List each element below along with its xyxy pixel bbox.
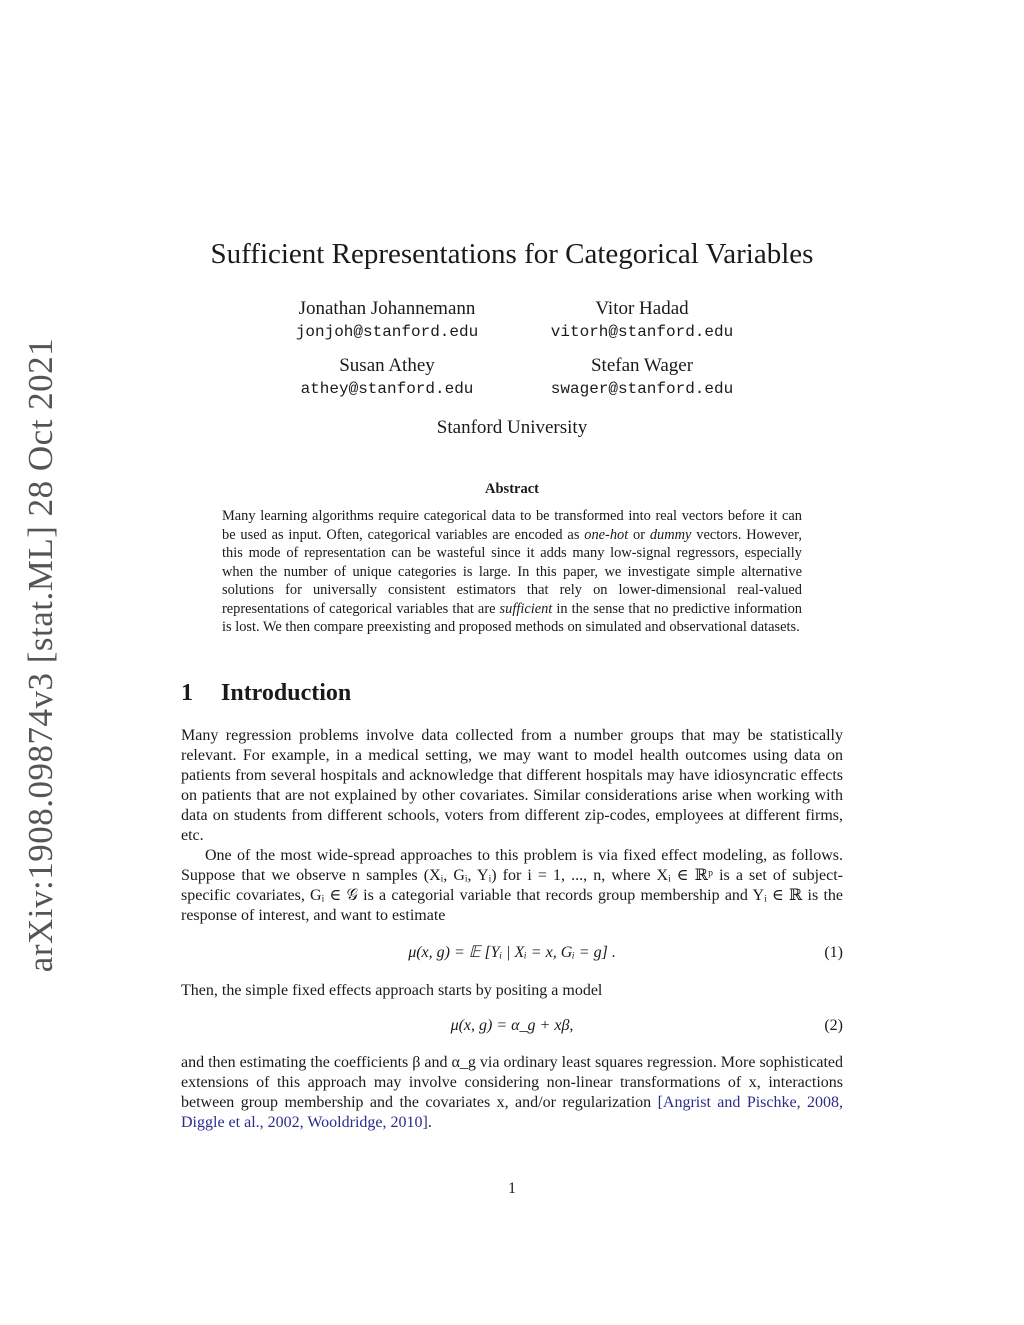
author-email[interactable]: swager@stanford.edu — [550, 380, 734, 398]
section-title: Introduction — [221, 680, 352, 706]
equation-expression: μ(x, g) = α_g + xβ, — [450, 1017, 574, 1034]
section-number: 1 — [181, 680, 193, 706]
affiliation: Stanford University — [436, 417, 588, 438]
page-number: 1 — [508, 1180, 516, 1197]
equation-number: (1) — [824, 944, 843, 961]
paper-title: Sufficient Representations for Categorical Variables — [210, 238, 814, 270]
author-name: Stefan Wager — [590, 355, 694, 376]
equation-number: (2) — [824, 1017, 843, 1034]
author-name: Jonathan Johannemann — [298, 298, 476, 319]
equation-expression: μ(x, g) = 𝔼 [Yᵢ | Xᵢ = x, Gᵢ = g] . — [408, 944, 616, 961]
arxiv-identifier: arXiv:1908.09874v3 [stat.ML] 28 Oct 2021 — [21, 337, 60, 973]
abstract-paragraph: Many learning algorithms require categorical data to be transformed into real vectors before it can be used as input. Often, categorical variables are encoded as one-hot or dummy vectors. However, this mode of representation can be wasteful since it adds many low-signal regressors, especially when the number of unique categories is large. In this paper, we investigate simple alternative solutions for universally consistent estimators that rely on lower-dimensional real-valued representations of categorical variables that are sufficient in the sense that no predictive information is lost. We then compare preexisting and proposed methods on simulated and observational datasets. — [222, 508, 802, 635]
author-name: Susan Athey — [339, 355, 435, 376]
equation-2 — [181, 1015, 843, 1037]
author-email[interactable]: athey@stanford.edu — [300, 380, 474, 398]
author-block — [492, 297, 792, 343]
section-heading — [181, 680, 351, 707]
author-email[interactable]: jonjoh@stanford.edu — [295, 323, 479, 341]
body-paragraph: and then estimating the coefficients β and α_g via ordinary least squares regression. More sophisticated extensions of this approach may involve considering non-linear transformations of x, interactions between group membership and the covariates x, and/or regularization [Angrist and Pischke, 2008, Diggle et al., 2002, Wooldridge, 2010]. — [181, 1054, 843, 1131]
author-block — [492, 354, 792, 400]
author-email[interactable]: vitorh@stanford.edu — [550, 323, 734, 341]
body-paragraph: One of the most wide-spread approaches to this problem is via fixed effect modeling, as follows. Suppose that we observe n samples (Xᵢ, Gᵢ, Yᵢ) for i = 1, ..., n, where Xᵢ ∈ ℝᵖ is a set of subject-specific covariates, Gᵢ ∈ 𝒢 is a categorial variable that records group membership and Yᵢ ∈ ℝ is the response of interest, and want to estimate — [181, 847, 843, 924]
equation-1 — [181, 942, 843, 964]
body-paragraph: Many regression problems involve data collected from a number groups that may be statistically relevant. For example, in a medical setting, we may want to model health outcomes using data on patients from several hospitals and acknowledge that different hospitals may have idiosyncratic effects on patients that are not explained by other covariates. Similar considerations arise when working with data on students from different schools, voters from different zip-codes, employees at different firms, etc. — [181, 727, 843, 844]
author-name: Vitor Hadad — [595, 298, 689, 319]
abstract-body — [222, 507, 802, 637]
body-paragraph: Then, the simple fixed effects approach starts by positing a model — [181, 982, 603, 999]
abstract-heading: Abstract — [485, 481, 539, 497]
citation-link[interactable]: [Angrist and Pischke, 2008, Diggle et al., 2002, Wooldridge, 2010] — [181, 1094, 843, 1131]
